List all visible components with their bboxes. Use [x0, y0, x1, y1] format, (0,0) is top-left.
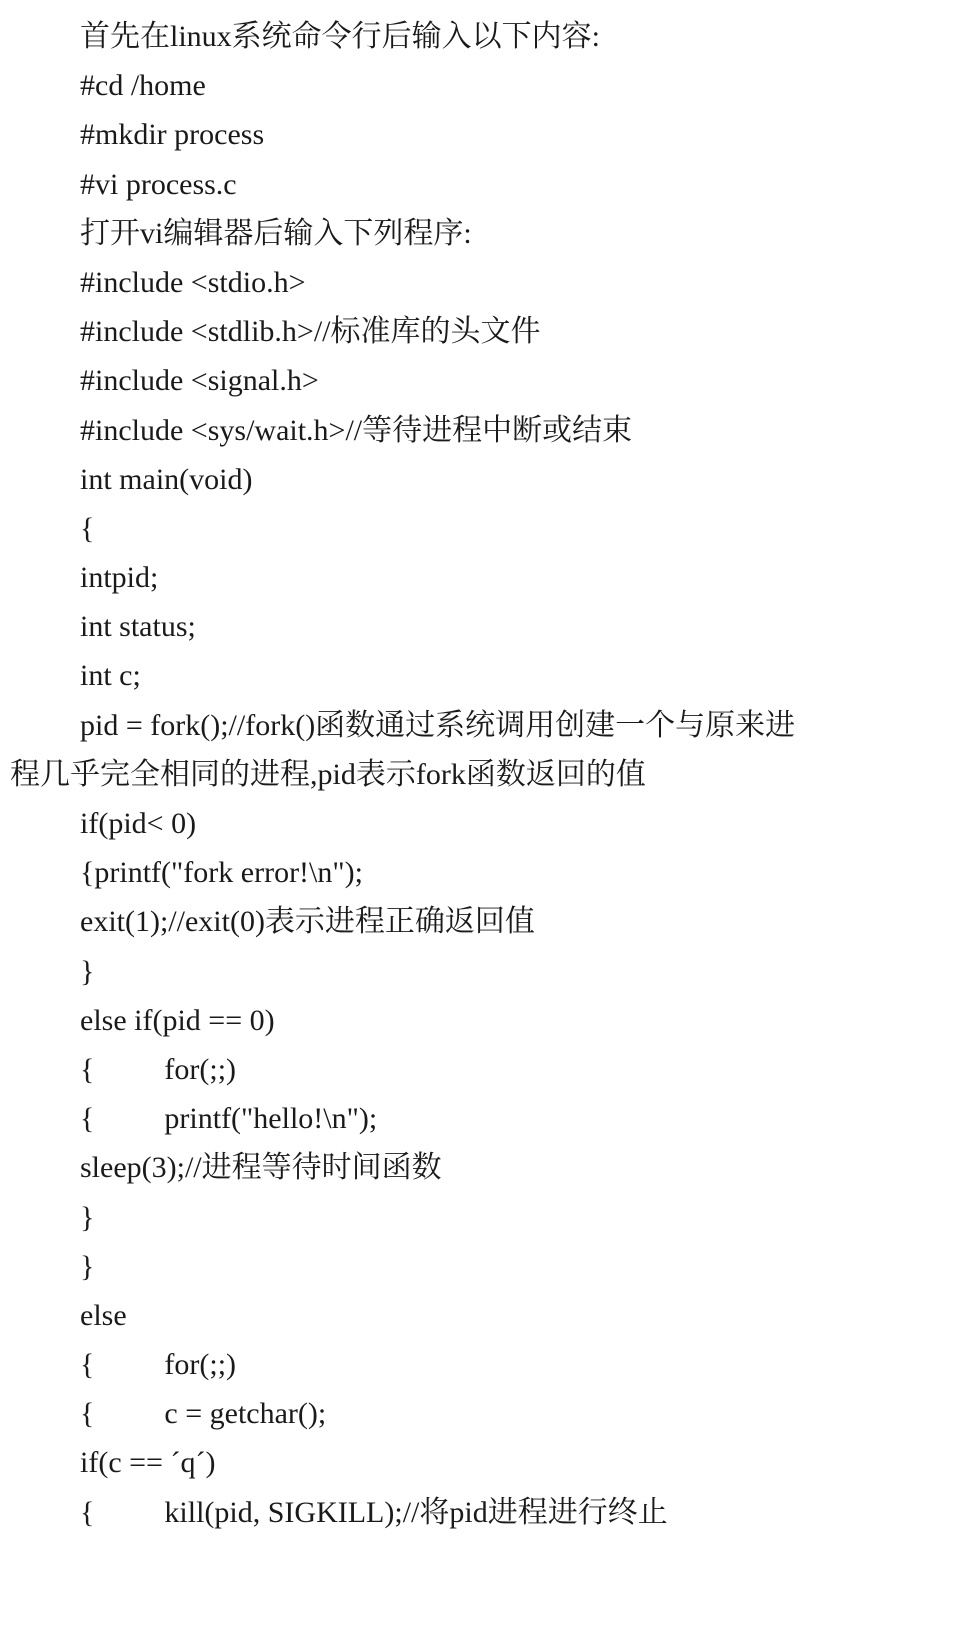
line-text: #include <stdio.h>	[80, 265, 306, 299]
text-line	[0, 356, 978, 405]
text-line	[0, 799, 978, 848]
text-line	[0, 996, 978, 1045]
text-line	[0, 1143, 978, 1192]
text-line	[0, 947, 978, 996]
text-line	[0, 1291, 978, 1340]
line-text: {	[80, 1397, 95, 1431]
text-line	[0, 455, 978, 504]
line-text: else if(pid == 0)	[80, 1003, 275, 1037]
line-rest: for(;;)	[164, 1052, 237, 1086]
text-line	[0, 897, 978, 946]
text-line	[0, 1389, 978, 1438]
text-line	[0, 258, 978, 307]
line-text: int main(void)	[80, 462, 253, 496]
line-text: if(c == ´q´)	[80, 1446, 216, 1480]
line-text: {printf("fork error!\n");	[80, 856, 363, 890]
line-text: 程几乎完全相同的进程,pid表示fork函数返回的值	[10, 757, 646, 791]
text-line	[0, 110, 978, 159]
line-text: {	[80, 1348, 95, 1382]
text-line	[0, 553, 978, 602]
text-line	[0, 1094, 978, 1143]
text-line	[0, 1193, 978, 1242]
line-text: #mkdir process	[80, 118, 265, 152]
line-text: int c;	[80, 659, 141, 693]
line-text: pid = fork();//fork()函数通过系统调用创建一个与原来进	[80, 708, 796, 742]
text-line	[0, 61, 978, 110]
text-line	[0, 701, 978, 750]
text-line	[0, 602, 978, 651]
line-text: exit(1);//exit(0)表示进程正确返回值	[80, 905, 535, 939]
line-rest: printf("hello!\n");	[164, 1102, 378, 1136]
text-line	[0, 209, 978, 258]
line-text: else	[80, 1298, 127, 1332]
line-rest: for(;;)	[164, 1348, 237, 1382]
line-text: {	[80, 1495, 95, 1529]
code-document	[0, 12, 978, 1537]
line-text: #vi process.c	[80, 167, 237, 201]
text-line	[0, 1242, 978, 1291]
line-text: if(pid< 0)	[80, 807, 197, 840]
continuation-line	[0, 750, 978, 799]
text-line	[0, 1438, 978, 1487]
text-line	[0, 504, 978, 553]
line-text: 首先在linux系统命令行后输入以下内容:	[80, 20, 601, 53]
line-text: #include <sys/wait.h>//等待进程中断或结束	[80, 413, 633, 447]
text-line	[0, 406, 978, 455]
text-line	[0, 1488, 978, 1537]
line-text: intpid;	[80, 561, 159, 595]
text-line	[0, 1340, 978, 1389]
line-text: {	[80, 1052, 95, 1086]
line-text: }	[80, 1249, 95, 1283]
line-text: }	[80, 1200, 95, 1234]
text-line	[0, 12, 978, 61]
text-line	[0, 651, 978, 700]
line-rest: kill(pid, SIGKILL);//将pid进程进行终止	[164, 1495, 668, 1529]
line-text: {	[80, 511, 95, 545]
line-text: #include <signal.h>	[80, 364, 319, 398]
text-line	[0, 1045, 978, 1094]
line-text: {	[80, 1102, 95, 1136]
line-rest: c = getchar();	[164, 1397, 327, 1431]
line-text: 打开vi编辑器后输入下列程序:	[80, 216, 472, 250]
line-text: int status;	[80, 610, 196, 644]
line-text: #cd /home	[80, 69, 206, 103]
text-line	[0, 307, 978, 356]
line-text: sleep(3);//进程等待时间函数	[80, 1151, 442, 1185]
line-text: #include <stdlib.h>//标准库的头文件	[80, 315, 541, 349]
text-line	[0, 848, 978, 897]
text-line	[0, 160, 978, 209]
line-text: }	[80, 954, 95, 988]
